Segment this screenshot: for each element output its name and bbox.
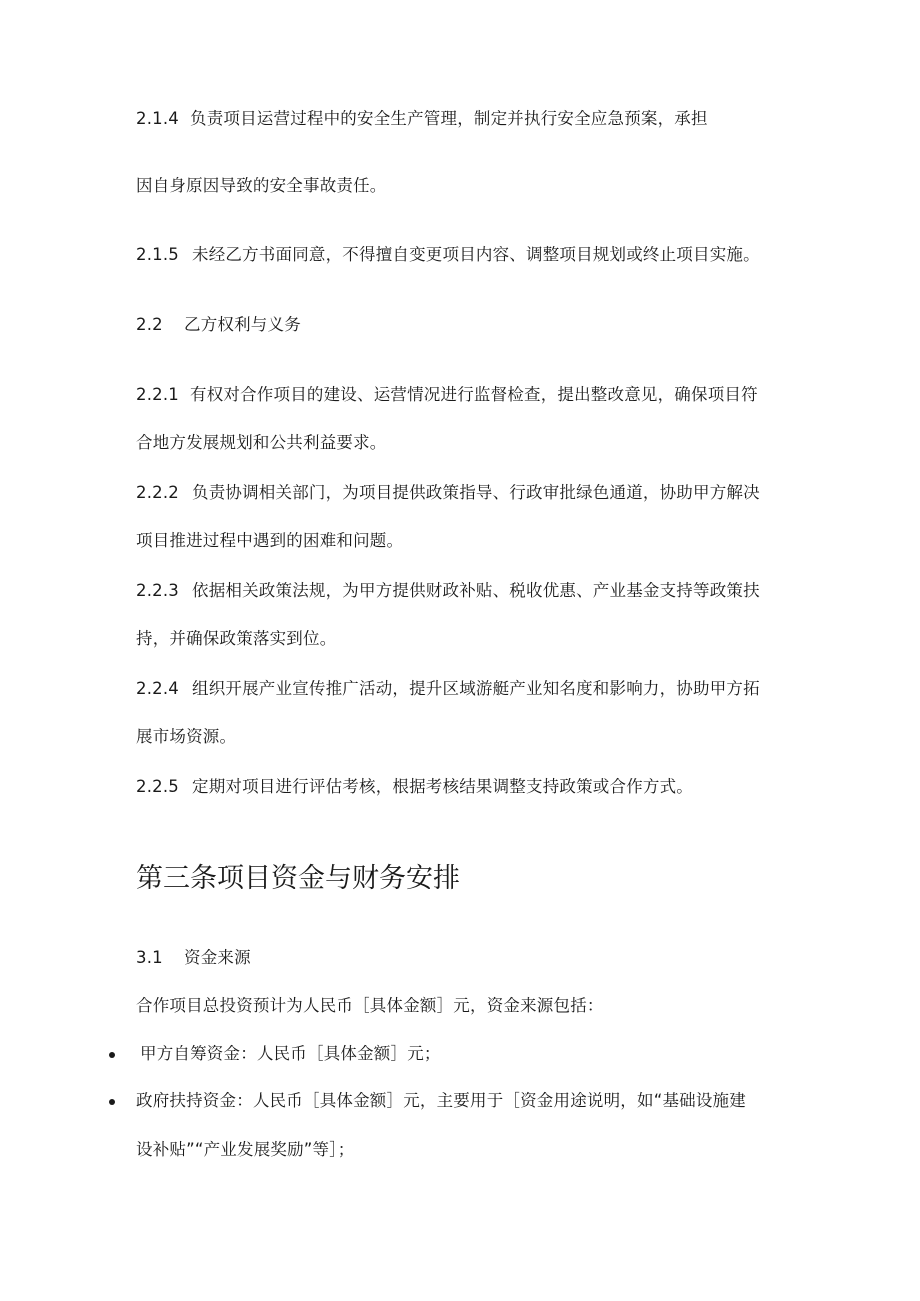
clause-2-1-5	[136, 243, 760, 267]
clause-number: 2.2.4	[136, 679, 179, 698]
clause-2-2-3	[136, 579, 760, 603]
clause-2-2-2-continuation: 项目推进过程中遇到的困难和问题。	[136, 531, 404, 550]
clause-text: 未经乙方书面同意，不得擅自变更项目内容、调整项目规划或终止项目实施。	[192, 245, 760, 264]
subsection-title: 资金来源	[184, 948, 251, 967]
subsection-2-2	[136, 313, 301, 337]
clause-2-2-3-continuation: 持，并确保政策落实到位。	[136, 629, 337, 648]
clause-2-2-1	[136, 383, 758, 407]
clause-2-1-4	[136, 107, 708, 131]
bullet-marker	[109, 1099, 115, 1105]
clause-number: 2.2.1	[136, 385, 179, 404]
clause-text: 负责协调相关部门，为项目提供政策指导、行政审批绿色通道，协助甲方解决	[192, 483, 760, 502]
clause-2-2-5	[136, 775, 693, 799]
article-heading: 第三条项目资金与财务安排	[136, 863, 460, 894]
clause-number: 2.2.5	[136, 777, 179, 796]
bullet-item: 政府扶持资金：人民币［具体金额］元，主要用于［资金用途说明，如“基础设施建	[136, 1091, 746, 1110]
clause-text: 负责项目运营过程中的安全生产管理，制定并执行安全应急预案，承担	[190, 109, 708, 128]
subsection-3-1	[136, 946, 251, 970]
clause-text: 定期对项目进行评估考核，根据考核结果调整支持政策或合作方式。	[192, 777, 693, 796]
clause-2-1-4-continuation: 因自身原因导致的安全事故责任。	[136, 176, 387, 195]
bullet-item-continuation: 设补贴”“产业发展奖励”等］；	[136, 1140, 355, 1159]
clause-text: 依据相关政策法规，为甲方提供财政补贴、税收优惠、产业基金支持等政策扶	[192, 581, 760, 600]
clause-2-2-4	[136, 677, 760, 701]
clause-number: 2.1.5	[136, 245, 179, 264]
clause-number: 2.1.4	[136, 109, 179, 128]
clause-text: 有权对合作项目的建设、运营情况进行监督检查，提出整改意见，确保项目符	[190, 385, 758, 404]
clause-number: 2.2.2	[136, 483, 179, 502]
clause-number: 2.2.3	[136, 581, 179, 600]
bullet-marker	[109, 1052, 115, 1058]
subsection-title: 乙方权利与义务	[184, 315, 301, 334]
bullet-item: 甲方自筹资金：人民币［具体金额］元；	[140, 1044, 441, 1063]
clause-2-2-4-continuation: 展市场资源。	[136, 727, 237, 746]
clause-text: 组织开展产业宣传推广活动，提升区域游艇产业知名度和影响力，协助甲方拓	[192, 679, 760, 698]
funding-intro: 合作项目总投资预计为人民币［具体金额］元，资金来源包括：	[136, 996, 604, 1015]
clause-2-2-1-continuation: 合地方发展规划和公共利益要求。	[136, 433, 387, 452]
clause-2-2-2	[136, 481, 760, 505]
subsection-number: 3.1	[136, 948, 163, 967]
subsection-number: 2.2	[136, 315, 163, 334]
